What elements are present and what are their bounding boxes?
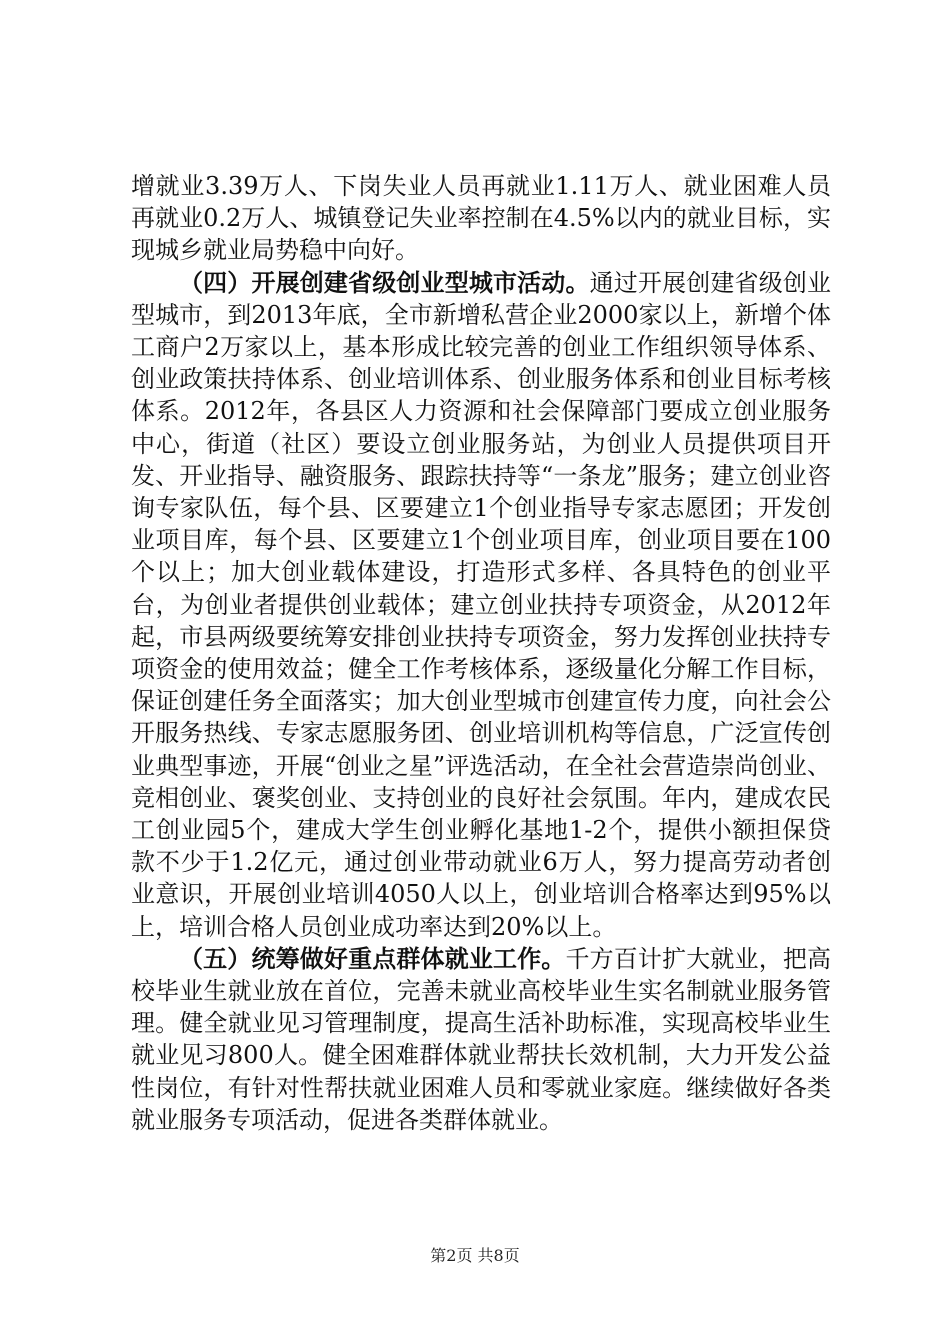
section-heading: （四）开展创建省级创业型城市活动。 bbox=[179, 267, 590, 297]
paragraph-text: 千方百计扩大就业，把高校毕业生就业放在首位，完善未就业高校毕业生实名制就业服务管理。健全就业见习管理制度，提高生活补助标准，实现高校毕业生就业见习800人。健全困难群体就业帮扶长效机制，大力开发公益性岗位，有针对性帮扶就业困难人员和零就业家庭。继续做好各类就业服务专项活动，促进各类群体就业。 bbox=[131, 944, 832, 1134]
paragraph-continuation bbox=[131, 170, 831, 267]
paragraph-entrepreneurship-city bbox=[131, 267, 831, 943]
page-number-footer: 第2页 共8页 bbox=[430, 1246, 520, 1265]
document-body bbox=[131, 170, 831, 1136]
paragraph-text: 增就业3.39万人、下岗失业人员再就业1.11万人、就业困难人员再就业0.2万人、城镇登记失业率控制在4.5%以内的就业目标，实现城乡就业局势稳中向好。 bbox=[131, 172, 831, 265]
paragraph-text: 通过开展创建省级创业型城市，到2013年底，全市新增私营企业2000家以上，新增个体工商户2万家以上，基本形成比较完善的创业工作组织领导体系、创业政策扶持体系、创业培训体系、创业服务体系和创业目标考核体系。2012年，各县区人力资源和社会保障部门要成立创业服务中心，街道（社区）要设立创业服务站，为创业人员提供项目开发、开业指导、融资服务、跟踪扶持等“一条龙”服务；建立创业咨询专家队伍，每个县、区要建立1个创业指导专家志愿团；开发创业项目库，每个县、区要建立1个创业项目库，创业项目要在100个以上；加大创业载体建设，打造形式多样、各具特色的创业平台，为创业者提供创业载体；建立创业扶持专项资金，从2012年起，市县两级要统筹安排创业扶持专项资金，努力发挥创业扶持专项资金的使用效益；健全工作考核体系，逐级量化分解工作目标，保证创建任务全面落实；加大创业型城市创建宣传力度，向社会公开服务热线、专家志愿服务团、创业培训机构等信息，广泛宣传创业典型事迹，开展“创业之星”评选活动，在全社会营造崇尚创业、竞相创业、褒奖创业、支持创业的良好社会氛围。年内，建成农民工创业园5个，建成大学生创业孵化基地1-2个，提供小额担保贷款不少于1.2亿元，通过创业带动就业6万人，努力提高劳动者创业意识，开展创业培训4050人以上，创业培训合格率达到95%以上，培训合格人员创业成功率达到20%以上。 bbox=[131, 268, 832, 941]
section-heading: （五）统筹做好重点群体就业工作。 bbox=[179, 943, 566, 973]
paragraph-key-groups-employment bbox=[131, 943, 831, 1136]
